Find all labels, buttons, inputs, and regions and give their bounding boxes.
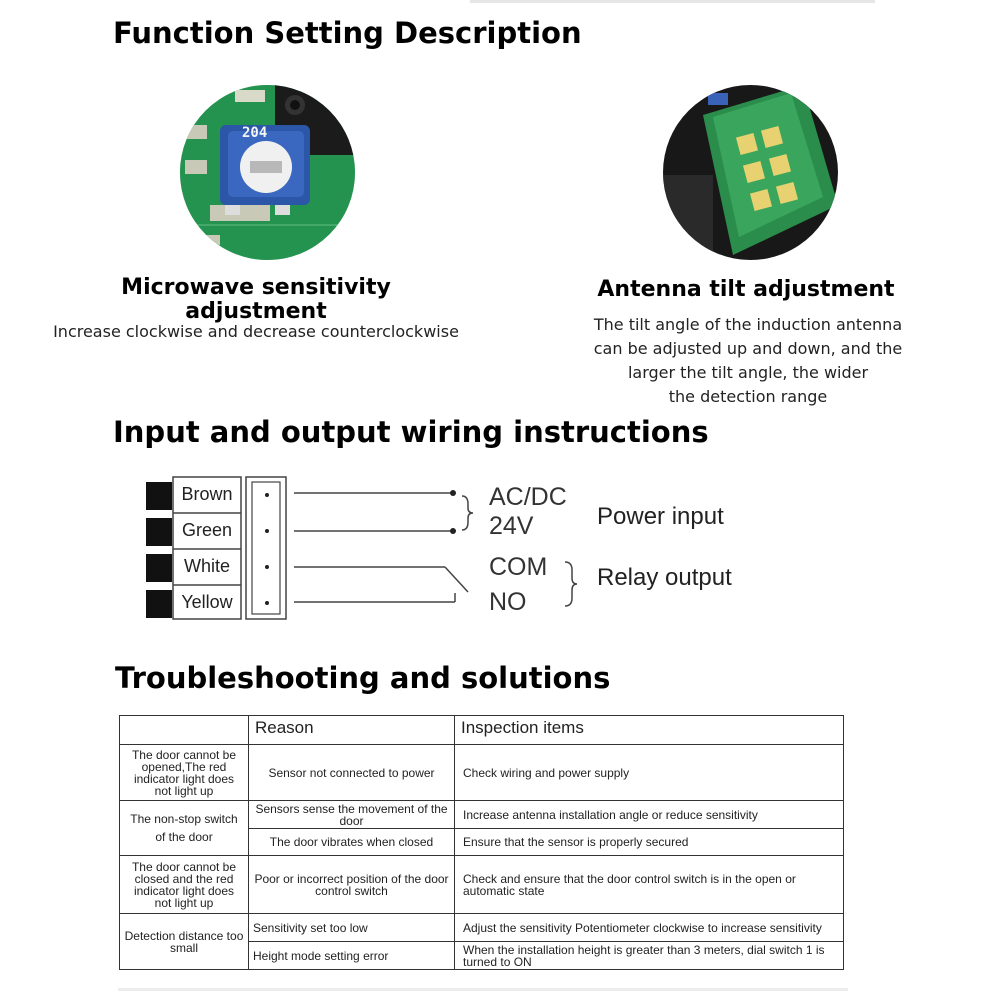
inspection-cell: Ensure that the sensor is properly secured	[455, 829, 844, 856]
troubleshooting-section-title: Troubleshooting and solutions	[115, 661, 611, 695]
table-row	[120, 745, 844, 801]
antenna-photo	[663, 85, 838, 260]
power-terminal-24v: 24V	[489, 512, 534, 540]
reason-cell: The door vibrates when closed	[249, 829, 455, 856]
header-problem	[120, 716, 249, 745]
reason-cell: Sensor not connected to power	[249, 745, 455, 801]
wire-label-green: Green	[181, 520, 233, 540]
inspection-cell: Check wiring and power supply	[455, 745, 844, 801]
pcb-marking: 204	[242, 125, 268, 141]
wiring-diagram	[140, 472, 620, 622]
wire-label-brown: Brown	[181, 484, 233, 504]
sensitivity-title: Microwave sensitivity adjustment	[121, 275, 391, 324]
power-input-label: Power input	[597, 503, 724, 530]
table-row	[120, 914, 844, 942]
inspection-cell: Check and ensure that the door control switch is in the open or automatic state	[455, 856, 844, 914]
inspection-cell: Adjust the sensitivity Potentiometer clockwise to increase sensitivity	[455, 914, 844, 942]
table-row	[120, 801, 844, 829]
relay-terminal-com: COM	[489, 553, 548, 581]
top-divider	[470, 0, 875, 3]
antenna-title: Antenna tilt adjustment	[597, 277, 895, 302]
antenna-description: The tilt angle of the induction antenna can be adjusted up and down, and the larger the tilt angle, the wider the detection range	[593, 315, 903, 406]
header-reason: Reason	[249, 716, 455, 745]
table-row	[120, 856, 844, 914]
header-inspection: Inspection items	[455, 716, 844, 745]
function-section-title: Function Setting Description	[113, 16, 582, 50]
table-header-row	[120, 716, 844, 745]
problem-cell: The door cannot be opened,The red indicator light does not light up	[120, 745, 249, 801]
bottom-divider	[118, 988, 848, 991]
relay-terminal-no: NO	[489, 588, 527, 616]
troubleshooting-table	[119, 715, 844, 970]
potentiometer-photo	[180, 85, 355, 260]
sensitivity-description: Increase clockwise and decrease counterclockwise	[53, 322, 459, 341]
relay-output-label: Relay output	[597, 564, 732, 591]
inspection-cell: Increase antenna installation angle or reduce sensitivity	[455, 801, 844, 829]
reason-cell: Height mode setting error	[249, 942, 455, 970]
reason-cell: Sensors sense the movement of the door	[249, 801, 455, 829]
inspection-cell: When the installation height is greater than 3 meters, dial switch 1 is turned to ON	[455, 942, 844, 970]
reason-cell: Poor or incorrect position of the door control switch	[249, 856, 455, 914]
wire-label-white: White	[183, 556, 230, 576]
wire-label-yellow: Yellow	[181, 592, 233, 612]
problem-cell: The door cannot be closed and the red indicator light does not light up	[120, 856, 249, 914]
power-terminal-acdc: AC/DC	[489, 483, 567, 511]
wiring-section-title: Input and output wiring instructions	[113, 415, 709, 449]
problem-cell: Detection distance too small	[120, 914, 249, 970]
reason-cell: Sensitivity set too low	[249, 914, 455, 942]
problem-cell: The non-stop switch of the door	[120, 801, 249, 856]
